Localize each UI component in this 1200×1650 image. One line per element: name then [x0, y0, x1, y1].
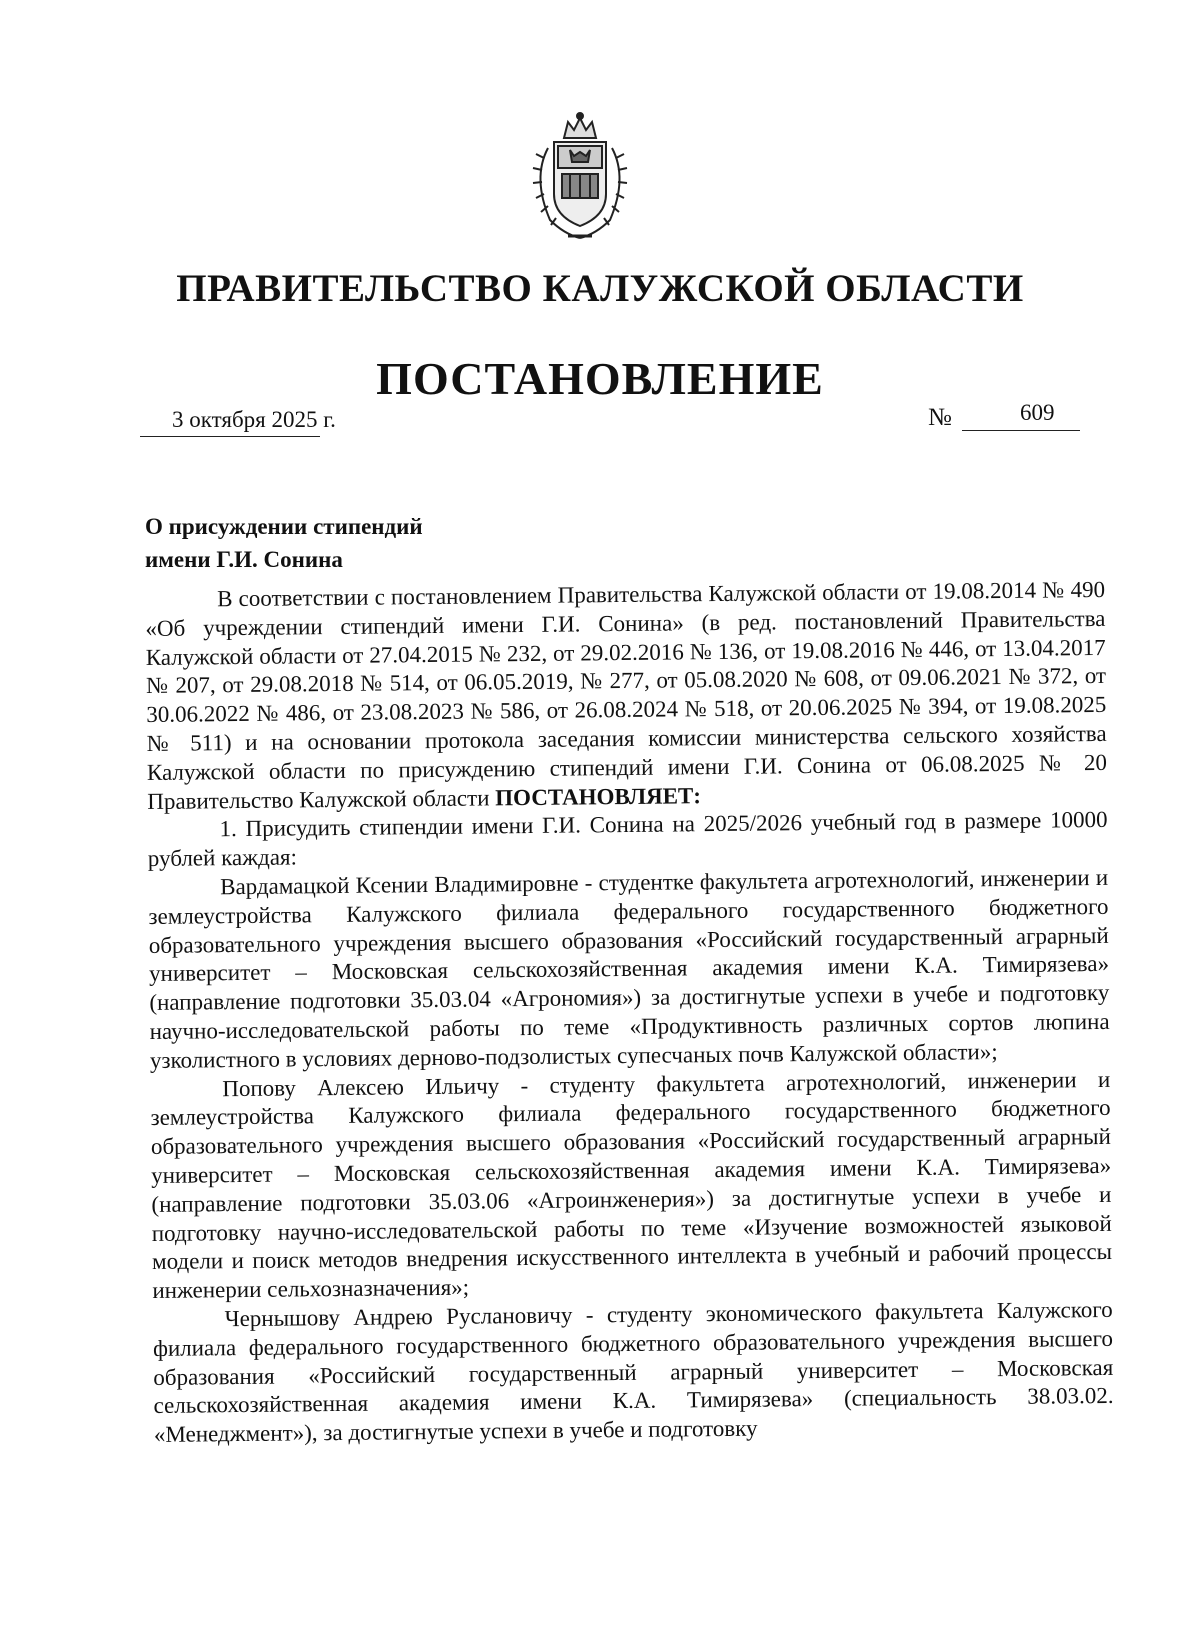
recipient-2-paragraph: Попову Алексею Ильичу - студенту факультета агротехнологий, инженерии и землеустройства Калужского филиала федерального государственного бюджетного образовательного учреждения высшего образования «Российский государственный аграрный университет – Московская сельскохозяйственная академия имени К.А. Тимирязева» (направление подготовки 35.03.06 «Агроинженерия») за достигнутые успехи в учебе и подготовку научно-исследовательской работы по теме «Изучение возможностей языковой модели и поиск методов внедрения искусственного интеллекта в учебный и рабочий процессы инженерии сельхозназначения»;	[150, 1066, 1113, 1304]
date-underline	[140, 436, 320, 437]
subject-line-2: имени Г.И. Сонина	[145, 547, 343, 572]
number-sign: №	[928, 404, 952, 431]
document-type-title: ПОСТАНОВЛЕНИЕ	[376, 353, 824, 404]
document-date: 3 октября 2025 г.	[172, 407, 336, 432]
item-1-paragraph: 1. Присудить стипендии имени Г.И. Сонина на 2025/2026 учебный год в размере 10000 рублей каждая:	[147, 807, 1108, 872]
subject-line-1: О присуждении стипендий	[145, 514, 423, 539]
recipient-3-paragraph: Чернышову Андрею Руслановичу - студенту экономического факультета Калужского филиала федерального государственного бюджетного образовательного учреждения высшего образования «Российский государственный аграрный университет – Московская сельскохозяйственная академия имени К.А. Тимирязева» (специальность 38.03.02. «Менеджмент»), за достигнутые успехи в учебе и подготовку	[152, 1296, 1114, 1448]
number-underline	[962, 430, 1080, 431]
preamble-paragraph	[145, 576, 1107, 816]
organization-title: ПРАВИТЕЛЬСТВО КАЛУЖСКОЙ ОБЛАСТИ	[176, 267, 1024, 310]
document-number: 609	[1020, 400, 1055, 425]
coat-of-arms-icon	[510, 108, 650, 248]
preamble-text: В соответствии с постановлением Правительства Калужской области от 19.08.2014 № 490 «Об учреждении стипендий имени Г.И. Сонина» (в ред. постановлений Правительства Калужской области от 27.04.2015 № 232, от 29.02.2016 № 136, от 19.08.2016 № 446, от 13.04.2017 № 207, от 29.08.2018 № 514, от 06.05.2019, № 277, от 05.08.2020 № 608, от 09.06.2021 № 372, от 30.06.2022 № 486, от 23.08.2023 № 586, от 26.08.2024 № 518, от 20.06.2025 № 394, от 19.08.2025 № 511) и на основании протокола заседания комиссии министерства сельского хозяйства Калужской области по присуждению стипендий имени Г.И. Сонина от 06.08.2025 № 20 Правительство Калужской области	[145, 576, 1108, 814]
decree-word: ПОСТАНОВЛЯЕТ:	[495, 782, 702, 810]
document-body	[145, 576, 1114, 1450]
recipient-1-paragraph: Вардамацкой Ксении Владимировне - студентке факультета агротехнологий, инженерии и землеустройства Калужского филиала федерального государственного бюджетного образовательного учреждения высшего образования «Российский государственный аграрный университет – Московская сельскохозяйственная академия имени К.А. Тимирязева» (направление подготовки 35.03.04 «Агрономия») за достигнутые успехи в учебе и подготовку научно-исследовательской работы по теме «Продуктивность различных сортов люпина узколистного в условиях дерново-подзолистых супесчаных почв Калужской области»;	[148, 864, 1110, 1073]
document-subject	[145, 510, 423, 576]
